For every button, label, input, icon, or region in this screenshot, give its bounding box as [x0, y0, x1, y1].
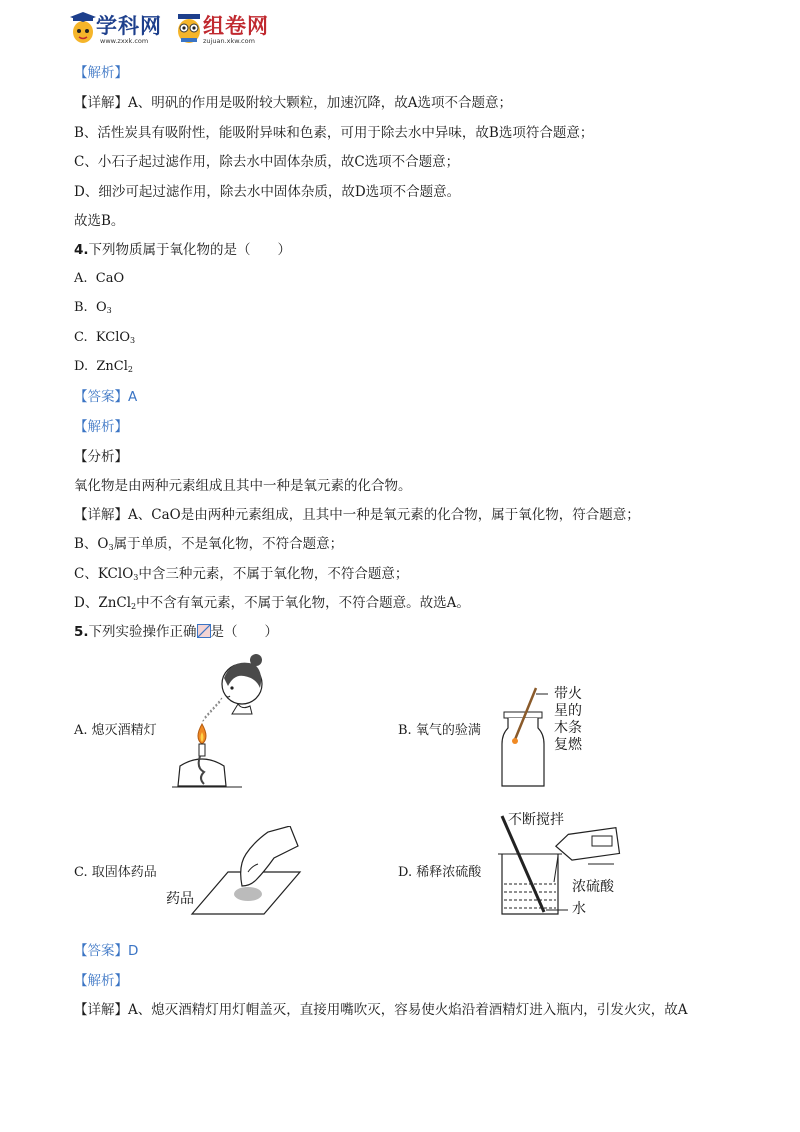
- q4-option-b-sub: 3: [106, 306, 112, 315]
- q4-number: 4.: [74, 242, 89, 258]
- fig-d-stir-label: 不断搅拌: [508, 812, 564, 828]
- zxxk-logo-text: 学科网: [96, 14, 162, 38]
- q3-detail-c: C、小石子起过滤作用，除去水中固体杂质，故C选项不合题意；: [74, 154, 460, 170]
- q4-detail-a-text: A、CaO是由两种元素组成，且其中一种是氧元素的化合物，属于氧化物，符合题意；: [128, 507, 640, 523]
- q4-option-d: [74, 359, 133, 374]
- q5-number: 5.: [74, 624, 89, 640]
- q5-option-a: A. 熄灭酒精灯: [74, 723, 157, 738]
- q4-option-c-sub: 3: [130, 336, 136, 345]
- q4-option-c: [74, 330, 135, 345]
- q4-detail-b-pre: B、O: [74, 536, 109, 552]
- q4-answer: [74, 388, 137, 406]
- gas-bottle-figure: [498, 686, 548, 790]
- fig-b-label: [554, 686, 582, 754]
- q4-option-b: [74, 300, 112, 315]
- q5-answer-tag: 【答案】: [74, 943, 128, 959]
- zxxk-logo-url: www.zxxk.com: [100, 37, 149, 45]
- watermark-glyph-icon: [197, 624, 211, 638]
- fig-b-label-line3: 木条: [554, 720, 582, 736]
- q4-option-c-letter: C.: [74, 330, 88, 345]
- owl-mascot-icon: [175, 12, 203, 44]
- q5-stem-pre: 下列实验操作正确: [88, 624, 197, 640]
- mascot-icon: [70, 12, 96, 44]
- q5-detail-tag: 【详解】: [74, 1002, 128, 1018]
- q5-stem: [74, 623, 278, 641]
- q5-answer: [74, 942, 138, 960]
- q4-detail-b-post: 属于单质，不是氧化物，不符合题意；: [113, 536, 344, 552]
- q5-stem-post: 是（ ）: [210, 624, 279, 640]
- solid-reagent-figure: [190, 826, 302, 918]
- zujuan-logo-text: 组卷网: [203, 14, 269, 38]
- fig-d-acid-label: 浓硫酸: [572, 879, 614, 895]
- q4-option-a-text: CaO: [95, 271, 125, 286]
- q4-detail-d-post: 中不含有氧元素，不属于氧化物，不符合题意。故选A。: [136, 595, 470, 611]
- q3-detail-a-text: A、明矾的作用是吸附较大颗粒，加速沉降，故A选项不合题意；: [128, 95, 512, 111]
- q4-answer-value: A: [128, 389, 138, 405]
- q3-detail-tag: 【详解】: [74, 95, 128, 111]
- q4-detail-c-pre: C、KClO: [74, 566, 134, 582]
- q4-stem-text: 下列物质属于氧化物的是（ ）: [88, 242, 292, 258]
- q3-detail-b: B、活性炭具有吸附性，能吸附异味和色素，可用于除去水中异味，故B选项符合题意；: [74, 125, 594, 141]
- q5-analysis-tag: 【解析】: [74, 973, 128, 989]
- q4-fenxi-tag: 【分析】: [74, 449, 128, 465]
- q5-option-c: C. 取固体药品: [74, 865, 157, 880]
- q4-detail-d-sub: 2: [131, 602, 137, 611]
- q5-answer-value: D: [128, 943, 139, 959]
- q4-detail-c-sub: 3: [133, 573, 139, 582]
- q4-analysis-tag: 【解析】: [74, 419, 128, 435]
- q4-detail-b-sub: 3: [108, 543, 114, 552]
- fig-d-water-label: 水: [572, 901, 586, 917]
- fig-b-label-line1: 带火: [554, 686, 582, 702]
- q5-detail-a: [74, 1001, 688, 1019]
- q4-option-d-letter: D.: [74, 359, 89, 374]
- q4-detail-tag: 【详解】: [74, 507, 128, 523]
- q4-option-d-sub: 2: [127, 365, 133, 374]
- fig-c-label: 药品: [166, 891, 194, 907]
- q3-analysis-tag: 【解析】: [74, 65, 128, 81]
- q4-detail-c: [74, 565, 408, 587]
- q3-detail-d: D、细沙可起过滤作用，除去水中固体杂质，故D选项不合题意。: [74, 184, 461, 200]
- q4-stem: [74, 241, 291, 259]
- q4-option-c-text: KClO: [95, 330, 131, 345]
- q4-option-a-letter: A.: [74, 271, 88, 286]
- q4-option-b-letter: B.: [74, 300, 88, 315]
- q4-detail-d-pre: D、ZnCl: [74, 595, 132, 611]
- q4-answer-tag: 【答案】: [74, 389, 128, 405]
- fig-b-label-line2: 星的: [554, 703, 582, 719]
- q4-detail-d: [74, 594, 470, 616]
- q4-detail-b: [74, 535, 343, 557]
- q3-conclusion: 故选B。: [74, 213, 125, 229]
- alcohol-lamp-blowing-figure: [172, 648, 272, 790]
- zujuan-logo-url: zujuan.xkw.com: [203, 37, 255, 45]
- q4-option-b-text: O: [95, 300, 107, 315]
- q5-option-b: B. 氧气的验满: [398, 723, 481, 738]
- q3-detail-a: [74, 94, 512, 112]
- q5-option-d: D. 稀释浓硫酸: [398, 865, 482, 880]
- q4-detail-a: [74, 506, 640, 524]
- q4-fenxi: 氧化物是由两种元素组成且其中一种是氧元素的化合物。: [74, 478, 412, 494]
- q4-detail-c-post: 中含三种元素，不属于氧化物，不符合题意；: [138, 566, 409, 582]
- q4-option-a: [74, 271, 124, 286]
- q5-detail-a-text: A、熄灭酒精灯用灯帽盖灭，直接用嘴吹灭，容易使火焰沿着酒精灯进入瓶内，引发火灾，故A: [128, 1002, 688, 1018]
- fig-b-label-line4: 复燃: [554, 737, 582, 753]
- q4-option-d-text: ZnCl: [96, 359, 128, 374]
